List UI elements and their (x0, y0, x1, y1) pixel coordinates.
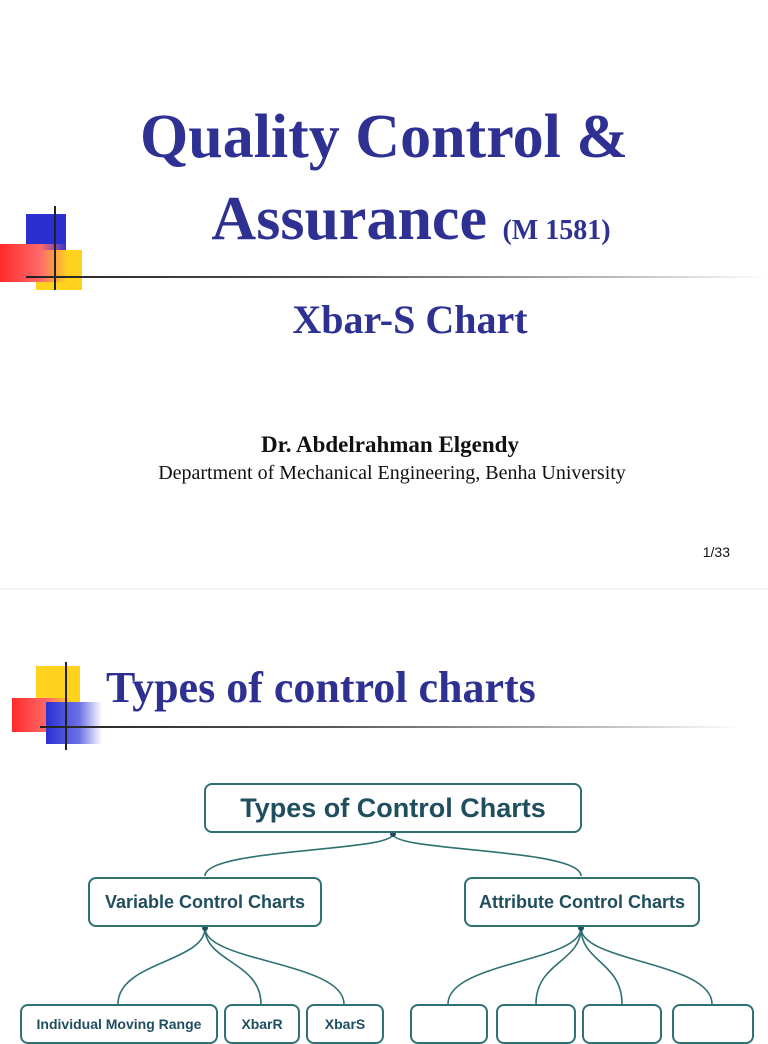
attribute-chart-node (582, 1004, 662, 1044)
attribute-chart-node (410, 1004, 488, 1044)
presentation-title-line2 (0, 185, 768, 253)
diagram-root-node: Types of Control Charts (204, 783, 582, 833)
presentation-subtitle: Xbar-S Chart (292, 297, 528, 342)
course-code: (M 1581) (502, 215, 611, 246)
presentation-title-line1: Quality Control & (140, 103, 628, 171)
title-word: Assurance (211, 185, 487, 253)
attribute-control-charts-node: Attribute Control Charts (464, 877, 700, 927)
content-slide (0, 590, 768, 1032)
variable-control-charts-node: Variable Control Charts (88, 877, 322, 927)
page-number: 1/33 (702, 544, 730, 560)
author-department: Department of Mechanical Engineering, Benha University (158, 462, 626, 484)
xbar-r-chart-node: XbarR (224, 1004, 300, 1044)
attribute-chart-node (496, 1004, 576, 1044)
slide-title: Types of control charts (106, 663, 536, 712)
xbar-s-chart-node: XbarS (306, 1004, 384, 1044)
attribute-chart-node (672, 1004, 754, 1044)
imr-chart-node: Individual Moving Range (20, 1004, 218, 1044)
author-name: Dr. Abdelrahman Elgendy (261, 432, 519, 457)
